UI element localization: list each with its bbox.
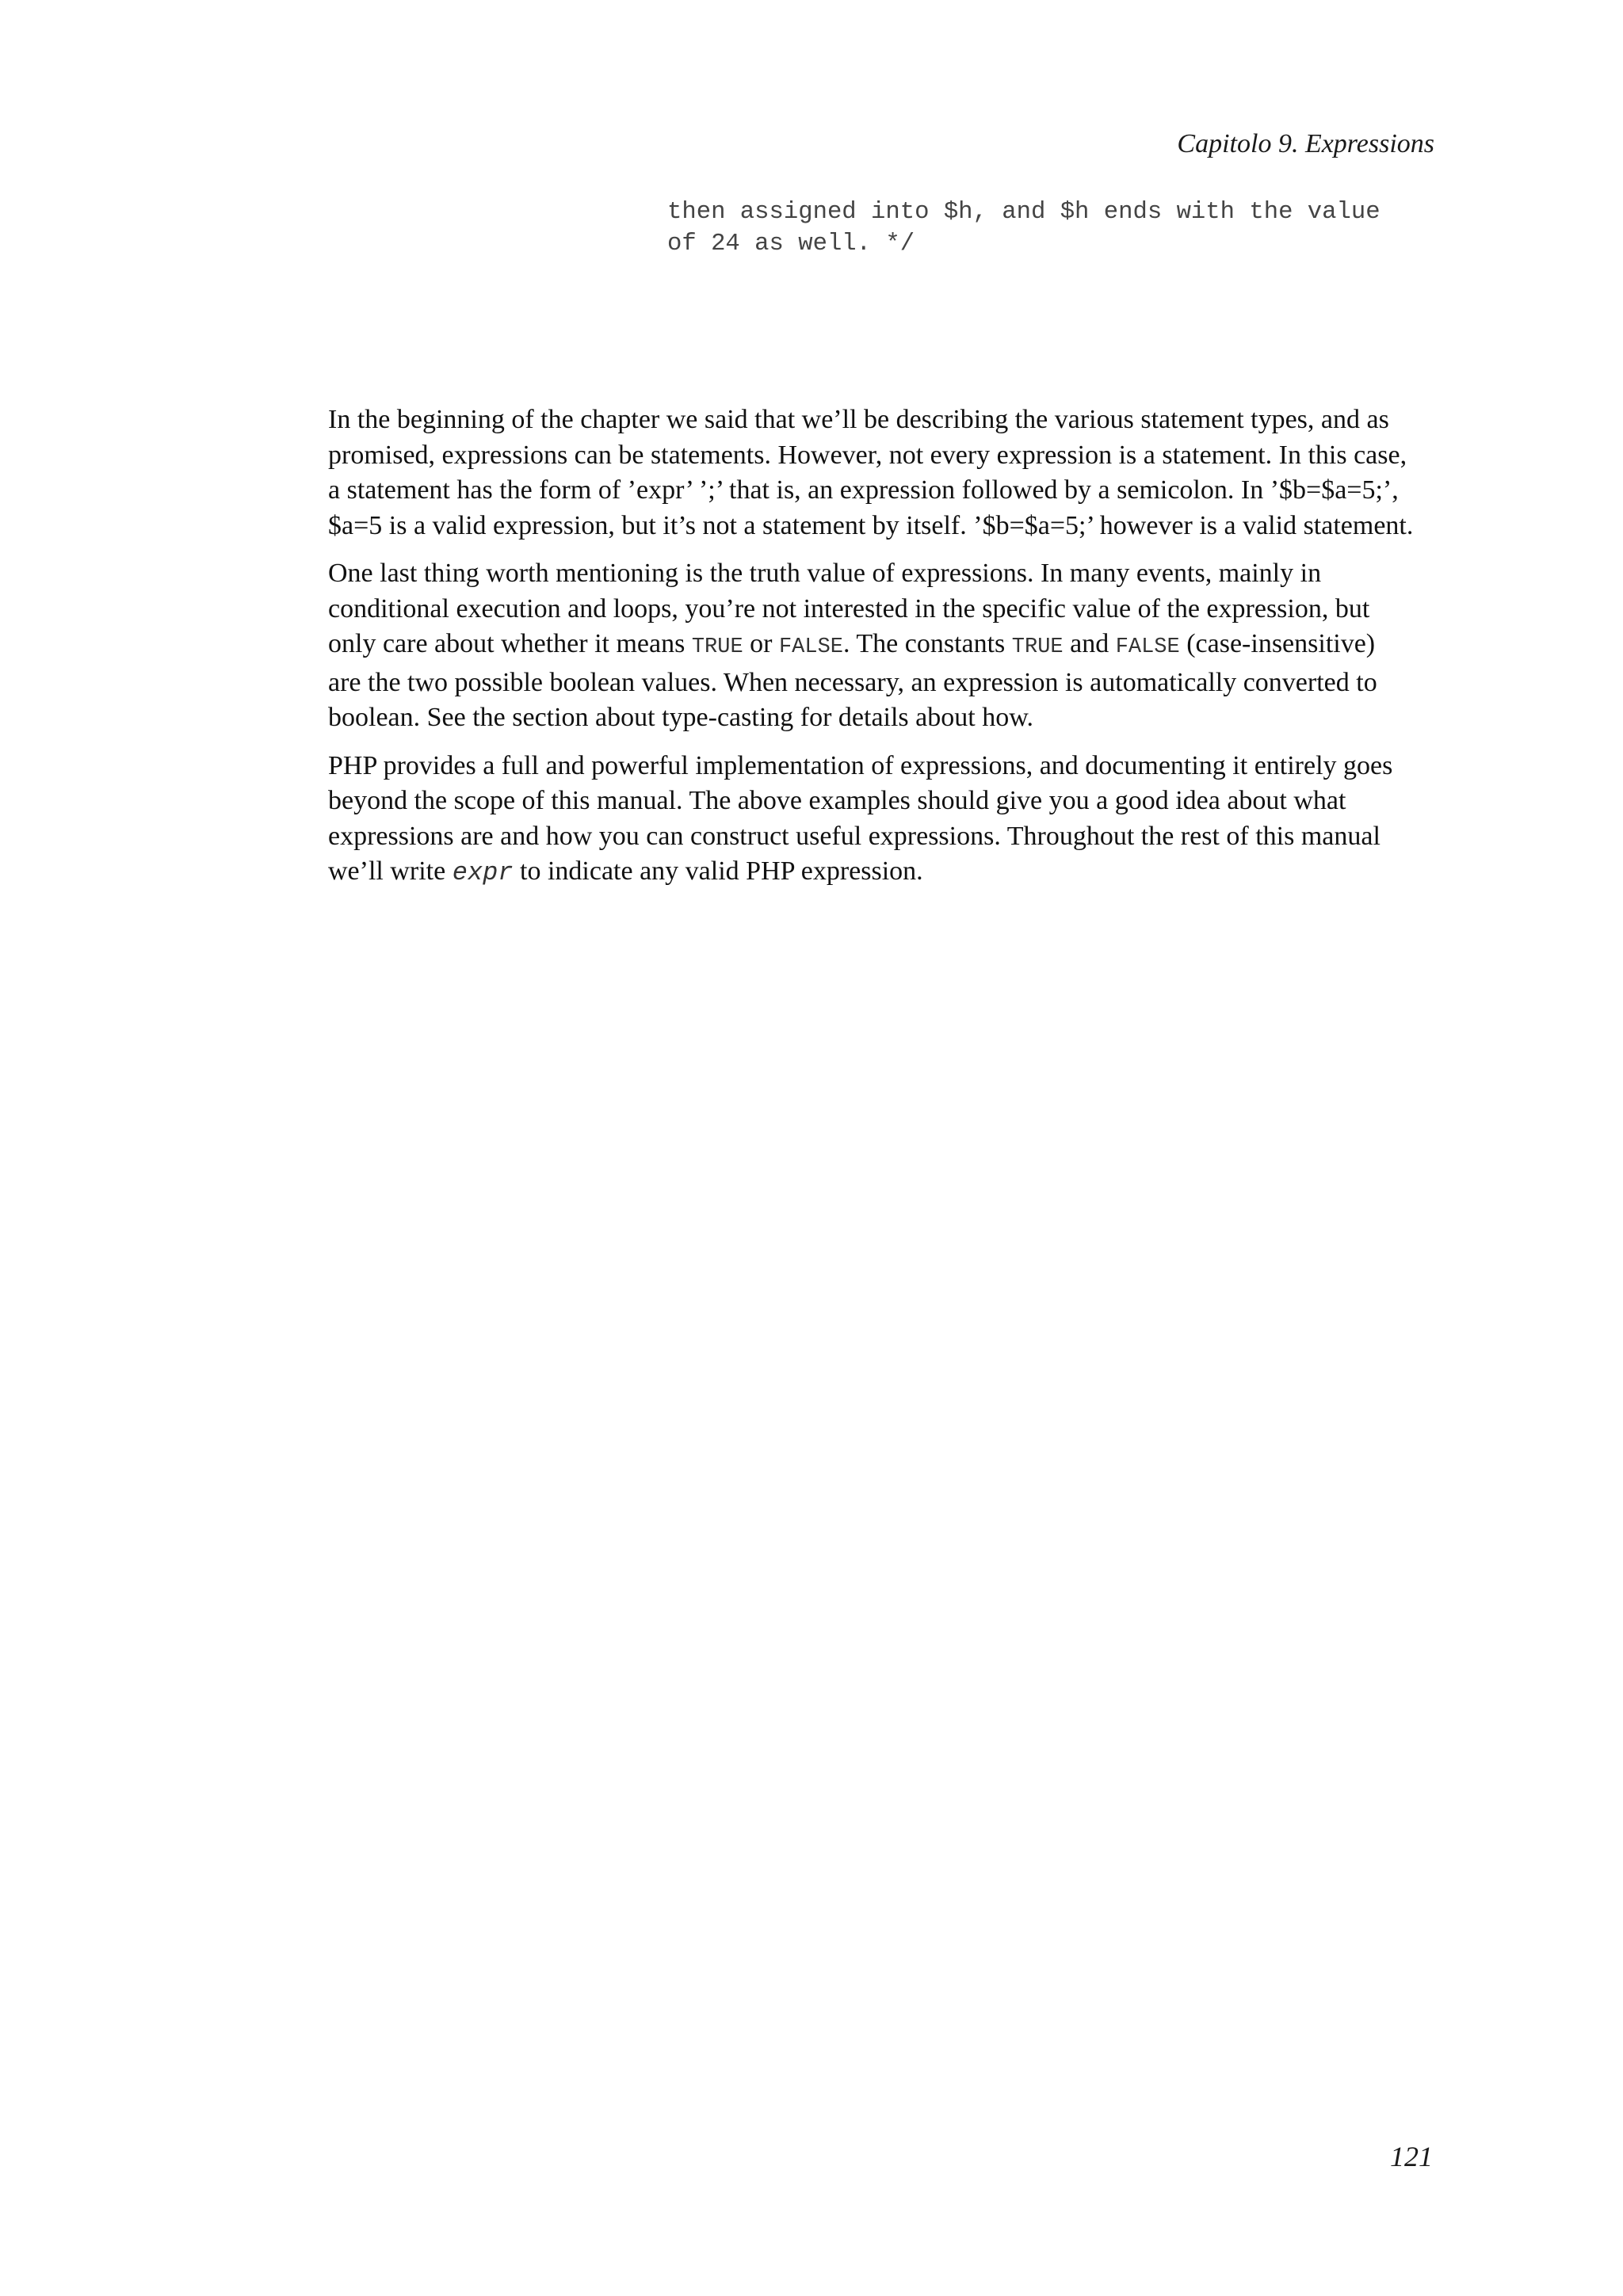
text-line: In the beginning of the chapter we said that we’ll be describing the various statement types, and as [328,405,1389,434]
text-line: One last thing worth mentioning is the truth value of expressions. In many events, mainly in [328,559,1322,588]
code-line: of 24 as well. */ [667,231,915,257]
paragraph-truth-value [328,556,1434,736]
text-fragment: only care about whether it means [328,629,692,658]
replaceable-expr: expr [452,858,514,887]
page-number: 121 [1390,2141,1433,2172]
text-line: beyond the scope of this manual. The above examples should give you a good idea about what [328,786,1346,815]
running-header: Capitolo 9. Expressions [1177,129,1434,158]
text-line: are the two possible boolean values. When necessary, an expression is automatically converted to [328,667,1377,697]
constant-false: FALSE [1115,635,1180,659]
text-fragment: to indicate any valid PHP expression. [513,856,923,886]
text-fragment: we’ll write [328,856,453,886]
text-line [328,627,1434,666]
text-fragment: and [1063,629,1116,658]
text-line: $a=5 is a valid expression, but it’s not a statement by itself. ’$b=$a=5;’ however is a valid statement. [328,510,1414,540]
constant-true: TRUE [691,635,743,659]
constant-true: TRUE [1011,635,1064,659]
code-example [667,196,1381,260]
text-fragment: or [743,629,779,658]
constant-false: FALSE [778,635,843,659]
paragraph-php-expressions [328,749,1434,891]
code-line: then assigned into $h, and $h ends with the value [667,199,1381,226]
text-line: boolean. See the section about type-casting for details about how. [328,703,1034,732]
text-line: expressions are and how you can construct useful expressions. Throughout the rest of this manual [328,821,1381,851]
text-fragment: (case-insensitive) [1179,629,1376,658]
text-line: promised, expressions can be statements. However, not every expression is a statement. In this case, [328,440,1407,470]
paragraph-expressions-as-statements [328,402,1434,543]
body-text [328,402,1434,904]
text-line: conditional execution and loops, you’re not interested in the specific value of the expression, but [328,593,1370,624]
text-fragment: . The constants [843,629,1012,658]
text-line: a statement has the form of ’expr’ ’;’ that is, an expression followed by a semicolon. In ’$b=$a=5;’, [328,475,1399,505]
text-line [328,854,1434,891]
text-line: PHP provides a full and powerful implementation of expressions, and documenting it entirely goes [328,750,1393,780]
